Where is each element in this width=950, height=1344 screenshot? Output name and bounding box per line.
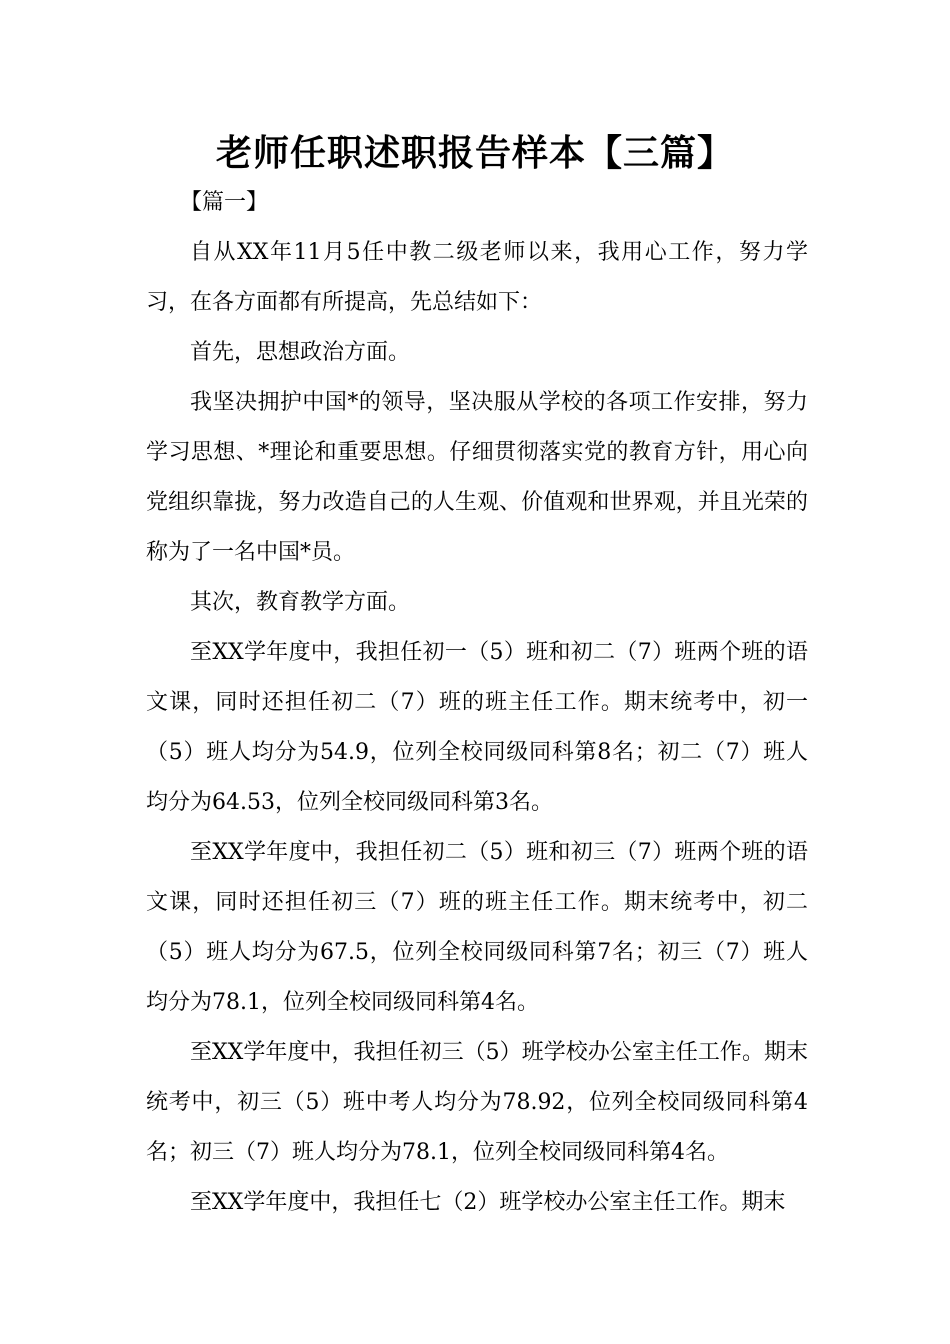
paragraph-year-3: 至XX学年度中，我担任初三（5）班学校办公室主任工作。期末统考中，初三（5）班中考人均分为78.92，位列全校同级同科第4名；初三（7）班人均分为78.1，位列全校同级同科第4名。 bbox=[146, 1040, 808, 1165]
document-body bbox=[146, 178, 808, 1228]
paragraph-year-2: 至XX学年度中，我担任初二（5）班和初三（7）班两个班的语文课，同时还担任初三（7）班的班主任工作。期末统考中，初二（5）班人均分为67.5，位列全校同级同科第7名；初三（7）班人均分为78.1，位列全校同级同科第4名。 bbox=[146, 840, 808, 1015]
paragraph-intro: 自从XX年11月5任中教二级老师以来，我用心工作，努力学习，在各方面都有所提高，先总结如下： bbox=[146, 240, 808, 315]
paragraph-heading-politics: 首先，思想政治方面。 bbox=[190, 340, 411, 365]
paragraph-heading-teaching: 其次，教育教学方面。 bbox=[190, 590, 411, 615]
document-title: 老师任职述职报告样本【三篇】 bbox=[215, 132, 734, 174]
paragraph-year-4: 至XX学年度中，我担任七（2）班学校办公室主任工作。期末 bbox=[190, 1190, 786, 1215]
paragraph-politics: 我坚决拥护中国*的领导，坚决服从学校的各项工作安排，努力学习思想、*理论和重要思想。仔细贯彻落实党的教育方针，用心向党组织靠拢，努力改造自己的人生观、价值观和世界观，并且光荣的称为了一名中国*员。 bbox=[146, 390, 808, 565]
paragraph-year-1: 至XX学年度中，我担任初一（5）班和初二（7）班两个班的语文课，同时还担任初二（7）班的班主任工作。期末统考中，初一（5）班人均分为54.9，位列全校同级同科第8名；初二（7）班人均分为64.53，位列全校同级同科第3名。 bbox=[146, 640, 808, 815]
section-label: 【篇一】 bbox=[180, 190, 269, 215]
